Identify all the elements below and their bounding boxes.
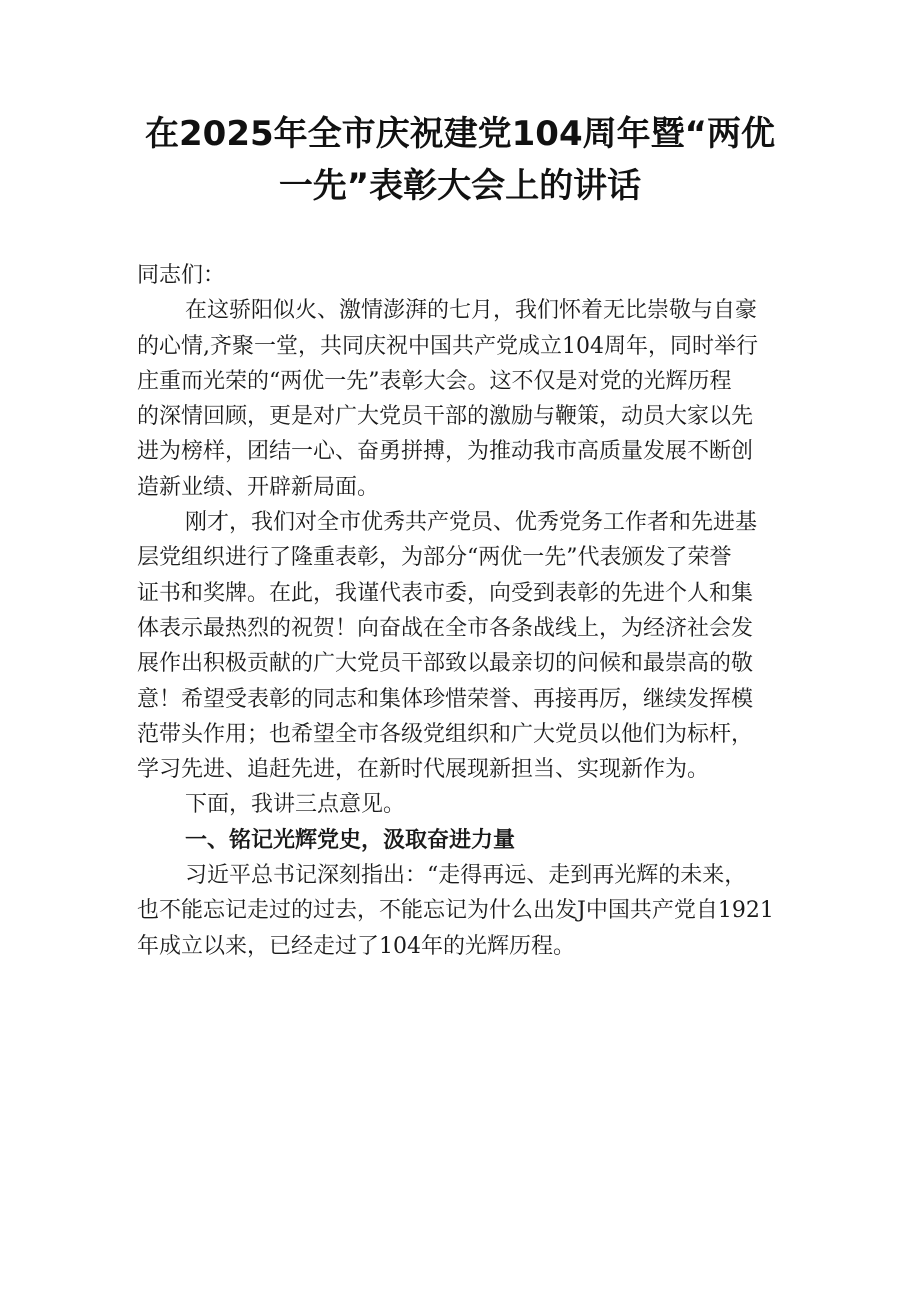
body-line: 习近平总书记深刻指出：“走得再远、走到再光辉的未来， bbox=[185, 863, 747, 889]
body-line: 范带头作用；也希望全市各级党组织和广大党员以他们为标杆， bbox=[137, 721, 754, 747]
body-line: 体表示最热烈的祝贺！向奋战在全市各条战线上，为经济社会发 bbox=[137, 615, 754, 641]
document-body bbox=[137, 258, 797, 964]
body-line: 刚才，我们对全市优秀共产党员、优秀党务工作者和先进基 bbox=[185, 510, 758, 536]
body-line: 的心情,齐聚一堂，共同庆祝中国共产党成立104周年，同时举行 bbox=[137, 333, 758, 359]
body-line: 也不能忘记走过的过去，不能忘记为什么出发J中国共产党自1921 bbox=[137, 898, 774, 924]
body-line: 庄重而光荣的“两优一先”表彰大会。这不仅是对党的光辉历程 bbox=[137, 368, 732, 394]
document-title-line-2: 一先”表彰大会上的讲话 bbox=[278, 166, 642, 206]
body-line: 学习先进、追赶先进，在新时代展现新担当、实现新作为。 bbox=[137, 757, 710, 783]
body-line: 下面，我讲三点意见。 bbox=[185, 792, 406, 818]
body-line: 在这骄阳似火、激情澎湃的七月，我们怀着无比崇敬与自豪 bbox=[185, 298, 758, 324]
body-line: 层党组织进行了隆重表彰，为部分“两优一先”代表颁发了荣誉 bbox=[137, 545, 732, 571]
body-line: 的深情回顾，更是对广大党员干部的激励与鞭策，动员大家以先 bbox=[137, 404, 754, 430]
body-line: 证书和奖牌。在此，我谨代表市委，向受到表彰的先进个人和集 bbox=[137, 580, 754, 606]
document-title-line-1: 在2025年全市庆祝建党104周年暨“两优 bbox=[145, 114, 775, 154]
body-line: 造新业绩、开辟新局面。 bbox=[137, 474, 380, 500]
section-heading: 一、铭记光辉党史，汲取奋进力量 bbox=[185, 826, 516, 853]
body-line: 意！希望受表彰的同志和集体珍惜荣誉、再接再厉，继续发挥模 bbox=[137, 686, 754, 712]
body-line: 年成立以来，已经走过了104年的光辉历程。 bbox=[137, 933, 575, 959]
body-line: 进为榜样，团结一心、奋勇拼搏，为推动我市高质量发展不断创 bbox=[137, 439, 754, 465]
salutation: 同志们： bbox=[137, 263, 226, 288]
body-line: 展作出积极贡献的广大党员干部致以最亲切的问候和最崇高的敬 bbox=[137, 651, 754, 677]
